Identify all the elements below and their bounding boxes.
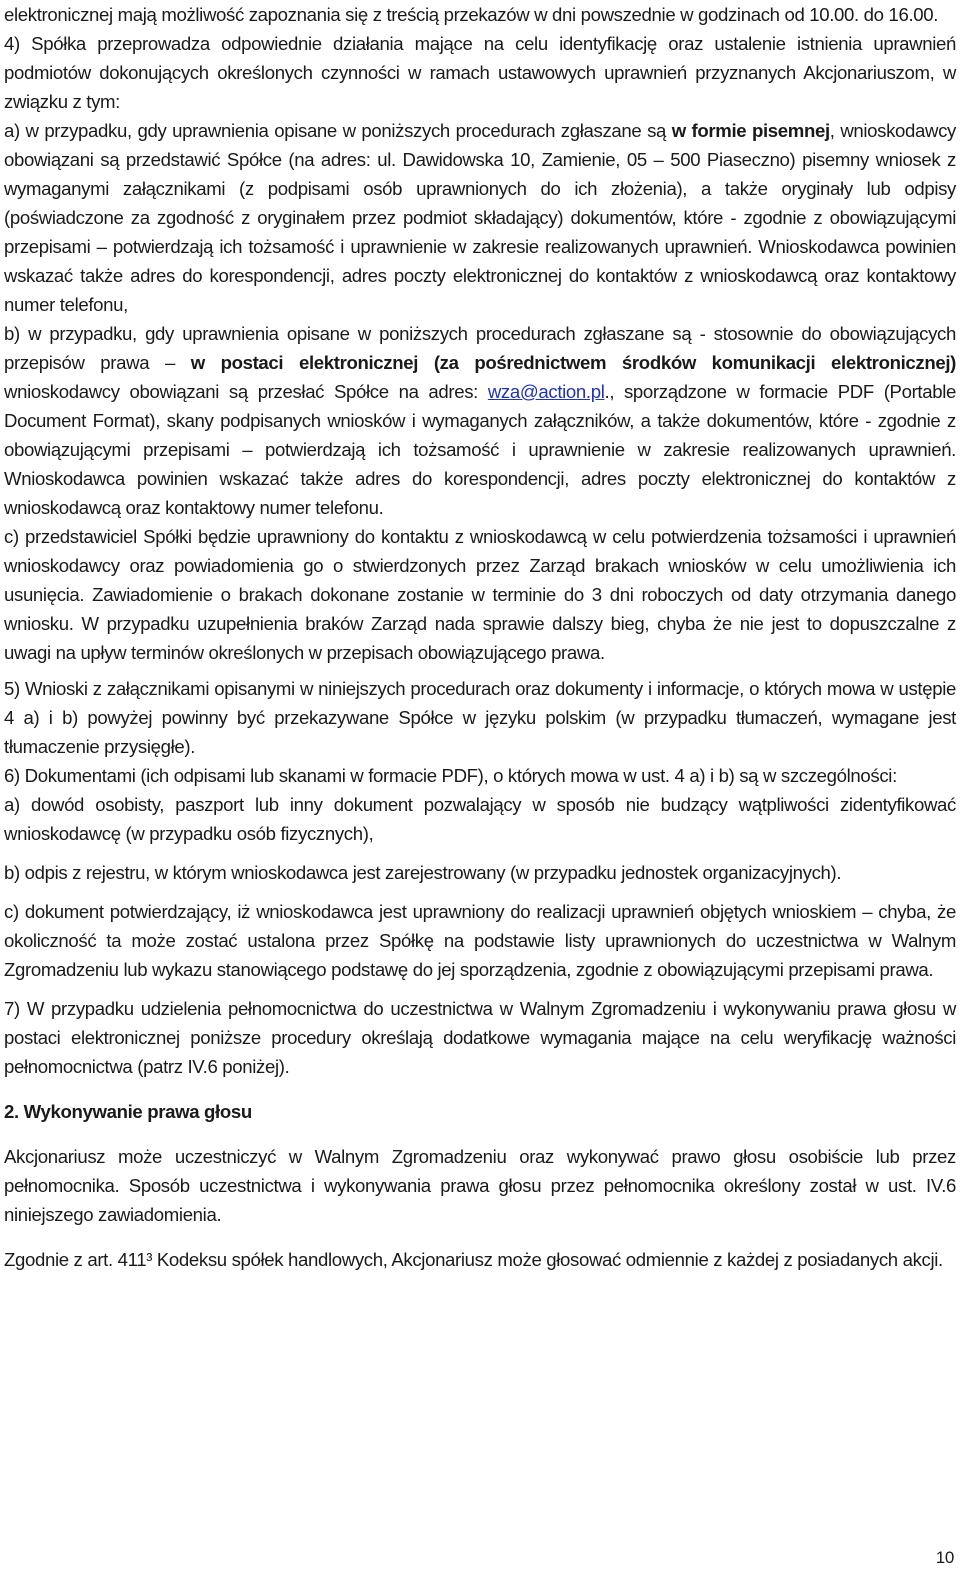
paragraph-intro-continuation: elektronicznej mają możliwość zapoznania się z treścią przekazów w dni powszednie w godzinach od 10.00. do 16.00. — [4, 4, 939, 25]
paragraph-4b-bold: w postaci elektronicznej (za pośrednictwem środków komunikacji elektronicznej) — [190, 352, 956, 373]
paragraph-4b-text-mid: wnioskodawcy obowiązani są przesłać Spółce na adres: — [4, 381, 488, 402]
paragraph-4a-bold: w formie pisemnej — [671, 120, 830, 141]
paragraph-6c: c) dokument potwierdzający, iż wnioskodawca jest uprawniony do realizacji uprawnień objętych wnioskiem – chyba, że okoliczność ta może zostać ustalona przez Spółkę na podstawie listy uprawnionych do uczestnictwa w Walnym Zgromadzeniu lub wykazu stanowiącego podstawę do jej sporządzenia, zgodnie z obowiązującymi przepisami prawa. — [4, 901, 956, 980]
paragraph-4b — [4, 319, 956, 522]
paragraph-7: 7) W przypadku udzielenia pełnomocnictwa do uczestnictwa w Walnym Zgromadzeniu i wykonywaniu prawa głosu w postaci elektronicznej poniższe procedury określają dodatkowe wymagania mające na celu weryfikację ważności pełnomocnictwa (patrz IV.6 poniżej). — [4, 998, 956, 1077]
paragraph-4b-text-start: b) w przypadku, gdy uprawnienia opisane w poniższych procedurach zgłaszane są - stosownie do obowiązujących przepisów prawa – — [4, 323, 956, 373]
paragraph-voting: Akcjonariusz może uczestniczyć w Walnym Zgromadzeniu oraz wykonywać prawo głosu osobiście lub przez pełnomocnika. Sposób uczestnictwa i wykonywania prawa głosu przez pełnomocnika określony został w ust. IV.6 niniejszego zawiadomienia. — [4, 1146, 956, 1225]
paragraph-4: 4) Spółka przeprowadza odpowiednie działania mające na celu identyfikację oraz ustalenie istnienia uprawnień podmiotów dokonujących określonych czynności w ramach ustawowych uprawnień przyznanych Akcjonariuszom, w związku z tym: — [4, 33, 956, 112]
paragraph-4a-text-end: , wnioskodawcy obowiązani są przedstawić Spółce (na adres: ul. Dawidowska 10, Zamienie, 05 – 500 Piaseczno) pisemny wniosek z wymaganymi załącznikami (z podpisami osób uprawnionych do ich złożenia), a także oryginały lub odpisy (poświadczone za zgodność z oryginałem przez podmiot składający) dokumentów, które - zgodnie z obowiązującymi przepisami – potwierdzają ich tożsamość i uprawnienie w zakresie realizowanych uprawnień. Wnioskodawca powinien wskazać także adres do korespondencji, adres poczty elektronicznej do kontaktów z wnioskodawcą oraz kontaktowy numer telefonu, — [4, 120, 956, 315]
paragraph-4a-text-start: a) w przypadku, gdy uprawnienia opisane w poniższych procedurach zgłaszane są — [4, 120, 672, 141]
paragraph-4b-text-end: ., sporządzone w formacie PDF (Portable Document Format), skany podpisanych wniosków i wymaganych załączników, a także dokumentów, które - zgodnie z obowiązującymi przepisami – potwierdzają ich tożsamość i uprawnienie w zakresie realizowanych uprawnień. Wnioskodawca powinien wskazać także adres do korespondencji, adres poczty elektronicznej do kontaktów z wnioskodawcą oraz kontaktowy numer telefonu. — [4, 381, 957, 518]
paragraph-6b: b) odpis z rejestru, w którym wnioskodawca jest zarejestrowany (w przypadku jednostek organizacyjnych). — [4, 862, 842, 883]
page-number: 10 — [935, 1548, 954, 1567]
paragraph-4a — [4, 116, 956, 319]
email-link[interactable]: wza@action.pl — [487, 381, 605, 402]
paragraph-5: 5) Wnioski z załącznikami opisanymi w niniejszych procedurach oraz dokumenty i informacje, o których mowa w ustępie 4 a) i b) powyżej powinny być przekazywane Spółce w języku polskim (w przypadku tłumaczeń, wymagane jest tłumaczenie przysięgłe). — [4, 678, 956, 757]
paragraph-art-411: Zgodnie z art. 411³ Kodeksu spółek handlowych, Akcjonariusz może głosować odmiennie z każdej z posiadanych akcji. — [4, 1249, 943, 1270]
paragraph-4c: c) przedstawiciel Spółki będzie uprawniony do kontaktu z wnioskodawcą w celu potwierdzenia tożsamości i uprawnień wnioskodawcy oraz powiadomienia go o stwierdzonych przez Zarząd brakach wniosków w celu umożliwienia ich usunięcia. Zawiadomienie o brakach dokonane zostanie w terminie do 3 dni roboczych od daty otrzymania danego wniosku. W przypadku uzupełnienia braków Zarząd nada sprawie dalszy bieg, chyba że nie jest to dopuszczalne z uwagi na upływ terminów określonych w przepisach obowiązującego prawa. — [4, 526, 956, 663]
paragraph-6: 6) Dokumentami (ich odpisami lub skanami w formacie PDF), o których mowa w ust. 4 a) i b) są w szczególności: — [4, 765, 897, 786]
paragraph-6a: a) dowód osobisty, paszport lub inny dokument pozwalający w sposób nie budzący wątpliwości zidentyfikować wnioskodawcę (w przypadku osób fizycznych), — [4, 794, 956, 844]
section-heading: 2. Wykonywanie prawa głosu — [4, 1101, 252, 1122]
